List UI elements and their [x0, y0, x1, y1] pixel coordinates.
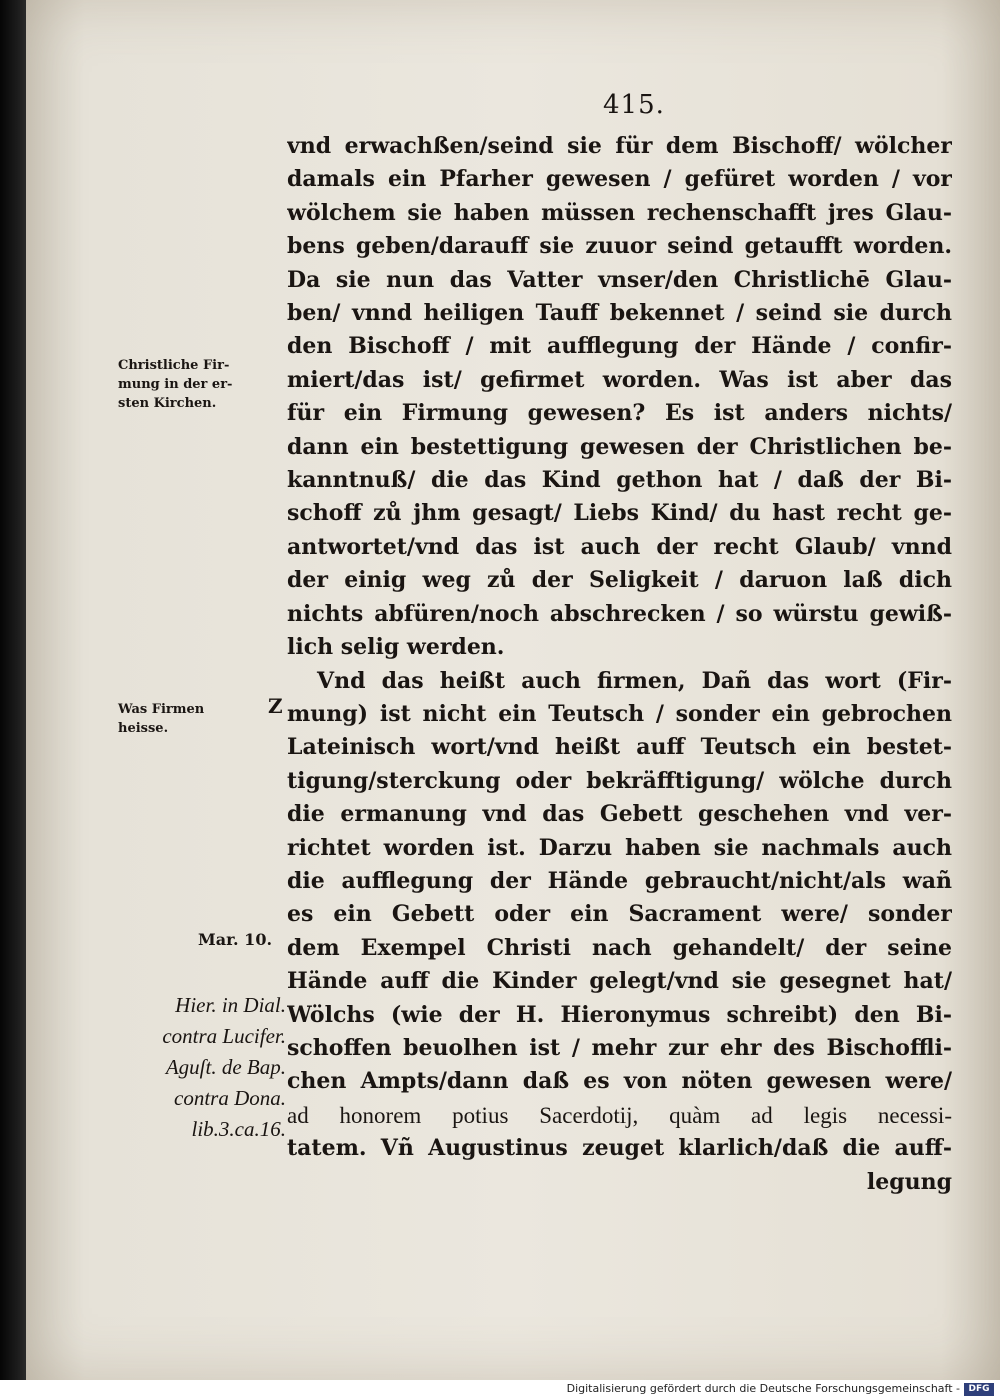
text-line: dem Exempel Christi nach gehandelt/ der seine — [287, 934, 952, 961]
page-number: 415. — [603, 90, 665, 120]
margin-note-line: Mar. 10. — [198, 930, 273, 949]
text-line: damals ein Pfarher gewesen / gefüret worden / vor — [287, 166, 952, 193]
margin-note-firmung — [118, 356, 232, 413]
text-line: mung) ist nicht ein Teutsch / sonder ein gebrochen — [287, 700, 952, 727]
text-line: schoffen beuolhen ist / mehr zur ehr des Bischoffli- — [287, 1034, 952, 1061]
stray-mark: Z — [268, 694, 283, 718]
text-line: für ein Firmung gewesen? Es ist anders nichts/ — [287, 400, 952, 427]
text-line: nichts abfüren/noch abschrecken / so würstu gewiß- — [287, 600, 952, 627]
margin-note-line: Was Firmen — [118, 702, 205, 717]
text-line: Lateinisch wort/vnd heißt auff Teutsch ein bestet- — [287, 734, 952, 761]
paragraph-start-line: Vnd das heißt auch firmen, Dañ das wort (Fir- — [317, 667, 952, 694]
margin-note-was-firmen — [118, 700, 204, 738]
text-line: der einig weg zů der Seligkeit / daruon laß dich — [287, 567, 952, 594]
scan-edge — [0, 0, 26, 1380]
margin-note-mar10 — [198, 930, 272, 949]
margin-note-line: Christliche Fir- — [118, 358, 230, 373]
text-line: chen Ampts/dann daß es von nöten gewesen were/ — [287, 1068, 952, 1095]
dfg-logo: DFG — [964, 1383, 994, 1396]
margin-note-line: heisse. — [118, 721, 169, 736]
text-line: tigung/sterckung oder bekräfftigung/ wölche durch — [287, 767, 952, 794]
margin-note-line: sten Kirchen. — [118, 396, 217, 411]
margin-note-line: contra Dona. — [174, 1086, 286, 1110]
funding-notice: Digitalisierung gefördert durch die Deutsche Forschungsgemeinschaft - — [566, 1382, 960, 1395]
margin-note-citations — [96, 990, 286, 1145]
text-line: Wölchs (wie der H. Hieronymus schreibt) den Bi- — [287, 1001, 952, 1028]
text-line: schoff zů jhm gesagt/ Liebs Kind/ du hast recht ge- — [287, 500, 952, 527]
text-line: richtet worden ist. Darzu haben sie nachmals auch — [287, 834, 952, 861]
margin-note-line: mung in der er- — [118, 377, 233, 392]
text-line: die ermanung vnd das Gebett geschehen vnd ver- — [287, 801, 952, 828]
text-line: antwortet/vnd das ist auch der recht Glaub/ vnnd — [287, 533, 952, 560]
text-line: es ein Gebett oder ein Sacrament were/ sonder — [287, 901, 952, 928]
body-text — [287, 130, 952, 1199]
margin-note-line: Aguſt. de Bap. — [165, 1055, 286, 1079]
text-line: bens geben/darauff sie zuuor seind getaufft worden. — [287, 233, 952, 260]
text-line: den Bischoff / mit aufflegung der Hände / confir- — [287, 333, 952, 360]
text-line: tatem. Vñ Augustinus zeuget klarlich/daß die auff- — [287, 1135, 952, 1162]
catchword: legung — [866, 1168, 952, 1195]
margin-note-line: lib.3.ca.16. — [191, 1117, 286, 1141]
latin-text-line: ad honorem potius Sacerdotij, quàm ad legis necessi- — [287, 1102, 952, 1128]
text-line: Hände auff die Kinder gelegt/vnd sie gesegnet hat/ — [287, 968, 952, 995]
text-line: die aufflegung der Hände gebraucht/nicht/als wañ — [287, 867, 952, 894]
text-line: ben/ vnnd heiligen Tauff bekennet / seind sie durch — [287, 300, 952, 327]
text-line: lich selig werden. — [287, 634, 505, 661]
text-line: kanntnuß/ die das Kind gethon hat / daß der Bi- — [287, 467, 952, 494]
footer-bar — [0, 1380, 1000, 1400]
margin-note-line: Hier. in Dial. — [175, 993, 286, 1017]
text-line: miert/das ist/ gefirmet worden. Was ist aber das — [287, 366, 952, 393]
text-line: vnd erwachßen/seind sie für dem Bischoff/ wölcher — [287, 133, 952, 159]
text-line: Da sie nun das Vatter vnser/den Christlichē Glau- — [287, 266, 952, 293]
text-line: wölchem sie haben müssen rechenschafft jres Glau- — [287, 199, 952, 226]
margin-note-line: contra Lucifer. — [162, 1024, 286, 1048]
text-line: dann ein bestettigung gewesen der Christlichen be- — [287, 433, 952, 460]
